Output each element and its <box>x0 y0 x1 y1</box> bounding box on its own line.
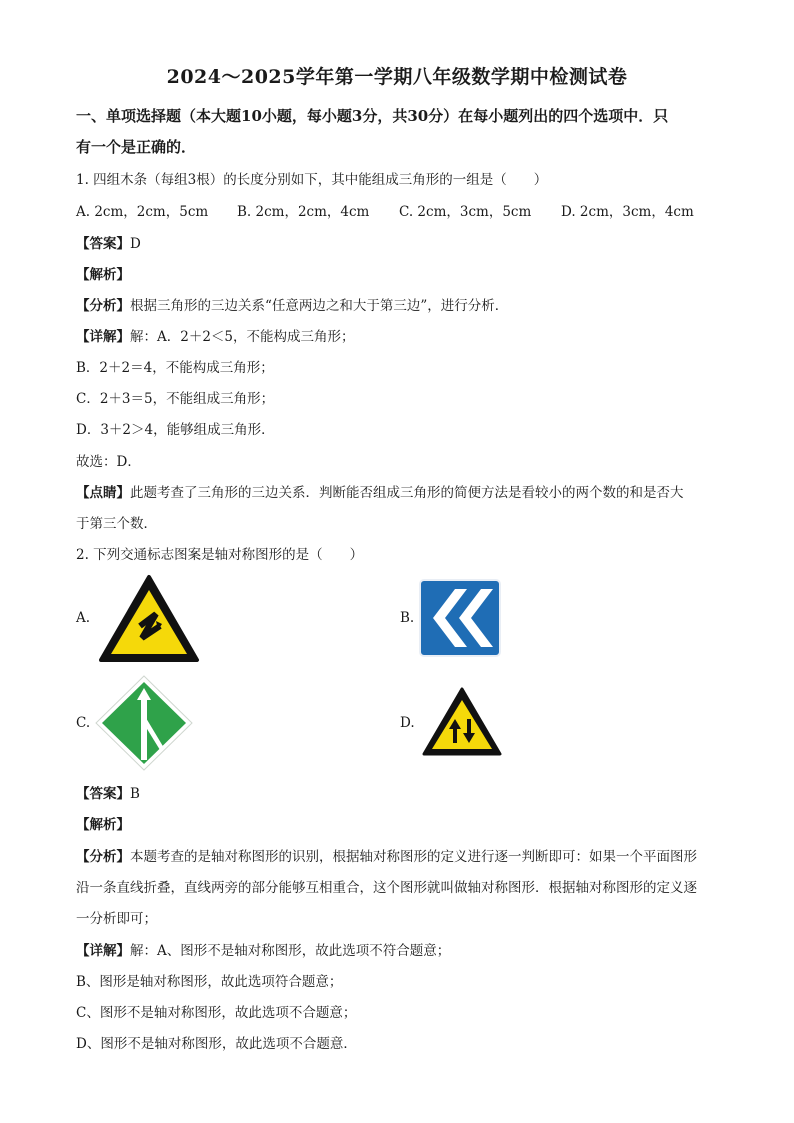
q2-answer-line <box>76 782 140 802</box>
merge-sign-icon <box>94 674 194 772</box>
q1-fenxi-line <box>76 294 508 314</box>
q1-line-b: B．2＋2＝4，不能构成三角形； <box>76 360 274 376</box>
chevron-sign-icon <box>419 579 501 657</box>
winding-road-sign-icon <box>98 574 200 664</box>
q1-answer-line <box>76 232 141 252</box>
fenxi-tag: 【分析】 <box>76 298 130 314</box>
q1-option-a: A. 2cm，2cm，5cm <box>76 204 209 220</box>
q1-fenxi: 根据三角形的三边关系“任意两边之和大于第三边”，进行分析． <box>130 298 509 314</box>
q1-answer: D <box>130 236 141 252</box>
q1-line-c: C．2＋3＝5，不能组成三角形； <box>76 391 275 407</box>
q2-xiangjie-line <box>76 939 450 959</box>
q2-analysis-tag: 【解析】 <box>76 817 130 833</box>
xiangjie-tag: 【详解】 <box>76 943 130 959</box>
two-way-traffic-sign-icon <box>422 687 502 757</box>
dianjing-tag: 【点睛】 <box>76 485 130 501</box>
q2-line-d: D、图形不是轴对称图形，故此选项不合题意． <box>76 1036 357 1052</box>
section-heading-line1: 一、单项选择题（本大题10小题，每小题3分，共30分）在每小题列出的四个选项中．只 <box>76 107 669 125</box>
q2-line-c: C、图形不是轴对称图形，故此选项不合题意； <box>76 1005 357 1021</box>
q2-fenxi-line <box>76 845 697 865</box>
answer-tag: 【答案】 <box>76 786 130 802</box>
q2-line-b: B、图形是轴对称图形，故此选项符合题意； <box>76 974 343 990</box>
q2-fenxi-3: 一分析即可； <box>76 911 157 927</box>
q1-guxuan: 故选：D． <box>76 454 141 470</box>
q2-label-b: B. <box>400 610 415 626</box>
q1-analysis-tag: 【解析】 <box>76 267 130 283</box>
fenxi-tag: 【分析】 <box>76 849 130 865</box>
q1-stem: 1. 四组木条（每组3根）的长度分别如下，其中能组成三角形的一组是（ ） <box>76 172 548 188</box>
q2-answer: B <box>130 786 140 802</box>
q1-xiangjie-line <box>76 325 355 345</box>
q2-stem: 2. 下列交通标志图案是轴对称图形的是（ ） <box>76 547 364 563</box>
q1-option-b: B. 2cm，2cm，4cm <box>237 204 370 220</box>
q2-label-d: D. <box>400 715 415 731</box>
xiangjie-tag: 【详解】 <box>76 329 130 345</box>
q1-option-d: D. 2cm，3cm，4cm <box>561 204 694 220</box>
q1-dianjing-line <box>76 481 684 501</box>
q1-dianjing-1: 此题考查了三角形的三边关系．判断能否组成三角形的简便方法是看较小的两个数的和是否大 <box>130 485 684 501</box>
q1-line-d: D．3＋2＞4，能够组成三角形． <box>76 422 275 438</box>
q1-option-c: C. 2cm，3cm，5cm <box>399 204 532 220</box>
q2-label-c: C. <box>76 715 91 731</box>
q1-dianjing-2: 于第三个数． <box>76 516 157 532</box>
page-title: 2024～2025学年第一学期八年级数学期中检测试卷 <box>166 66 628 88</box>
q2-label-a: A. <box>76 610 91 626</box>
q2-fenxi-2: 沿一条直线折叠，直线两旁的部分能够互相重合，这个图形就叫做轴对称图形．根据轴对称图形的定义逐 <box>76 880 697 896</box>
q1-xiangjie: 解：A．2＋2＜5，不能构成三角形； <box>130 329 355 345</box>
q2-fenxi-1: 本题考查的是轴对称图形的识别，根据轴对称图形的定义进行逐一判断即可：如果一个平面图形 <box>130 849 697 865</box>
answer-tag: 【答案】 <box>76 236 130 252</box>
q2-xiangjie: 解：A、图形不是轴对称图形，故此选项不符合题意； <box>130 943 451 959</box>
section-heading-line2: 有一个是正确的． <box>76 138 197 156</box>
